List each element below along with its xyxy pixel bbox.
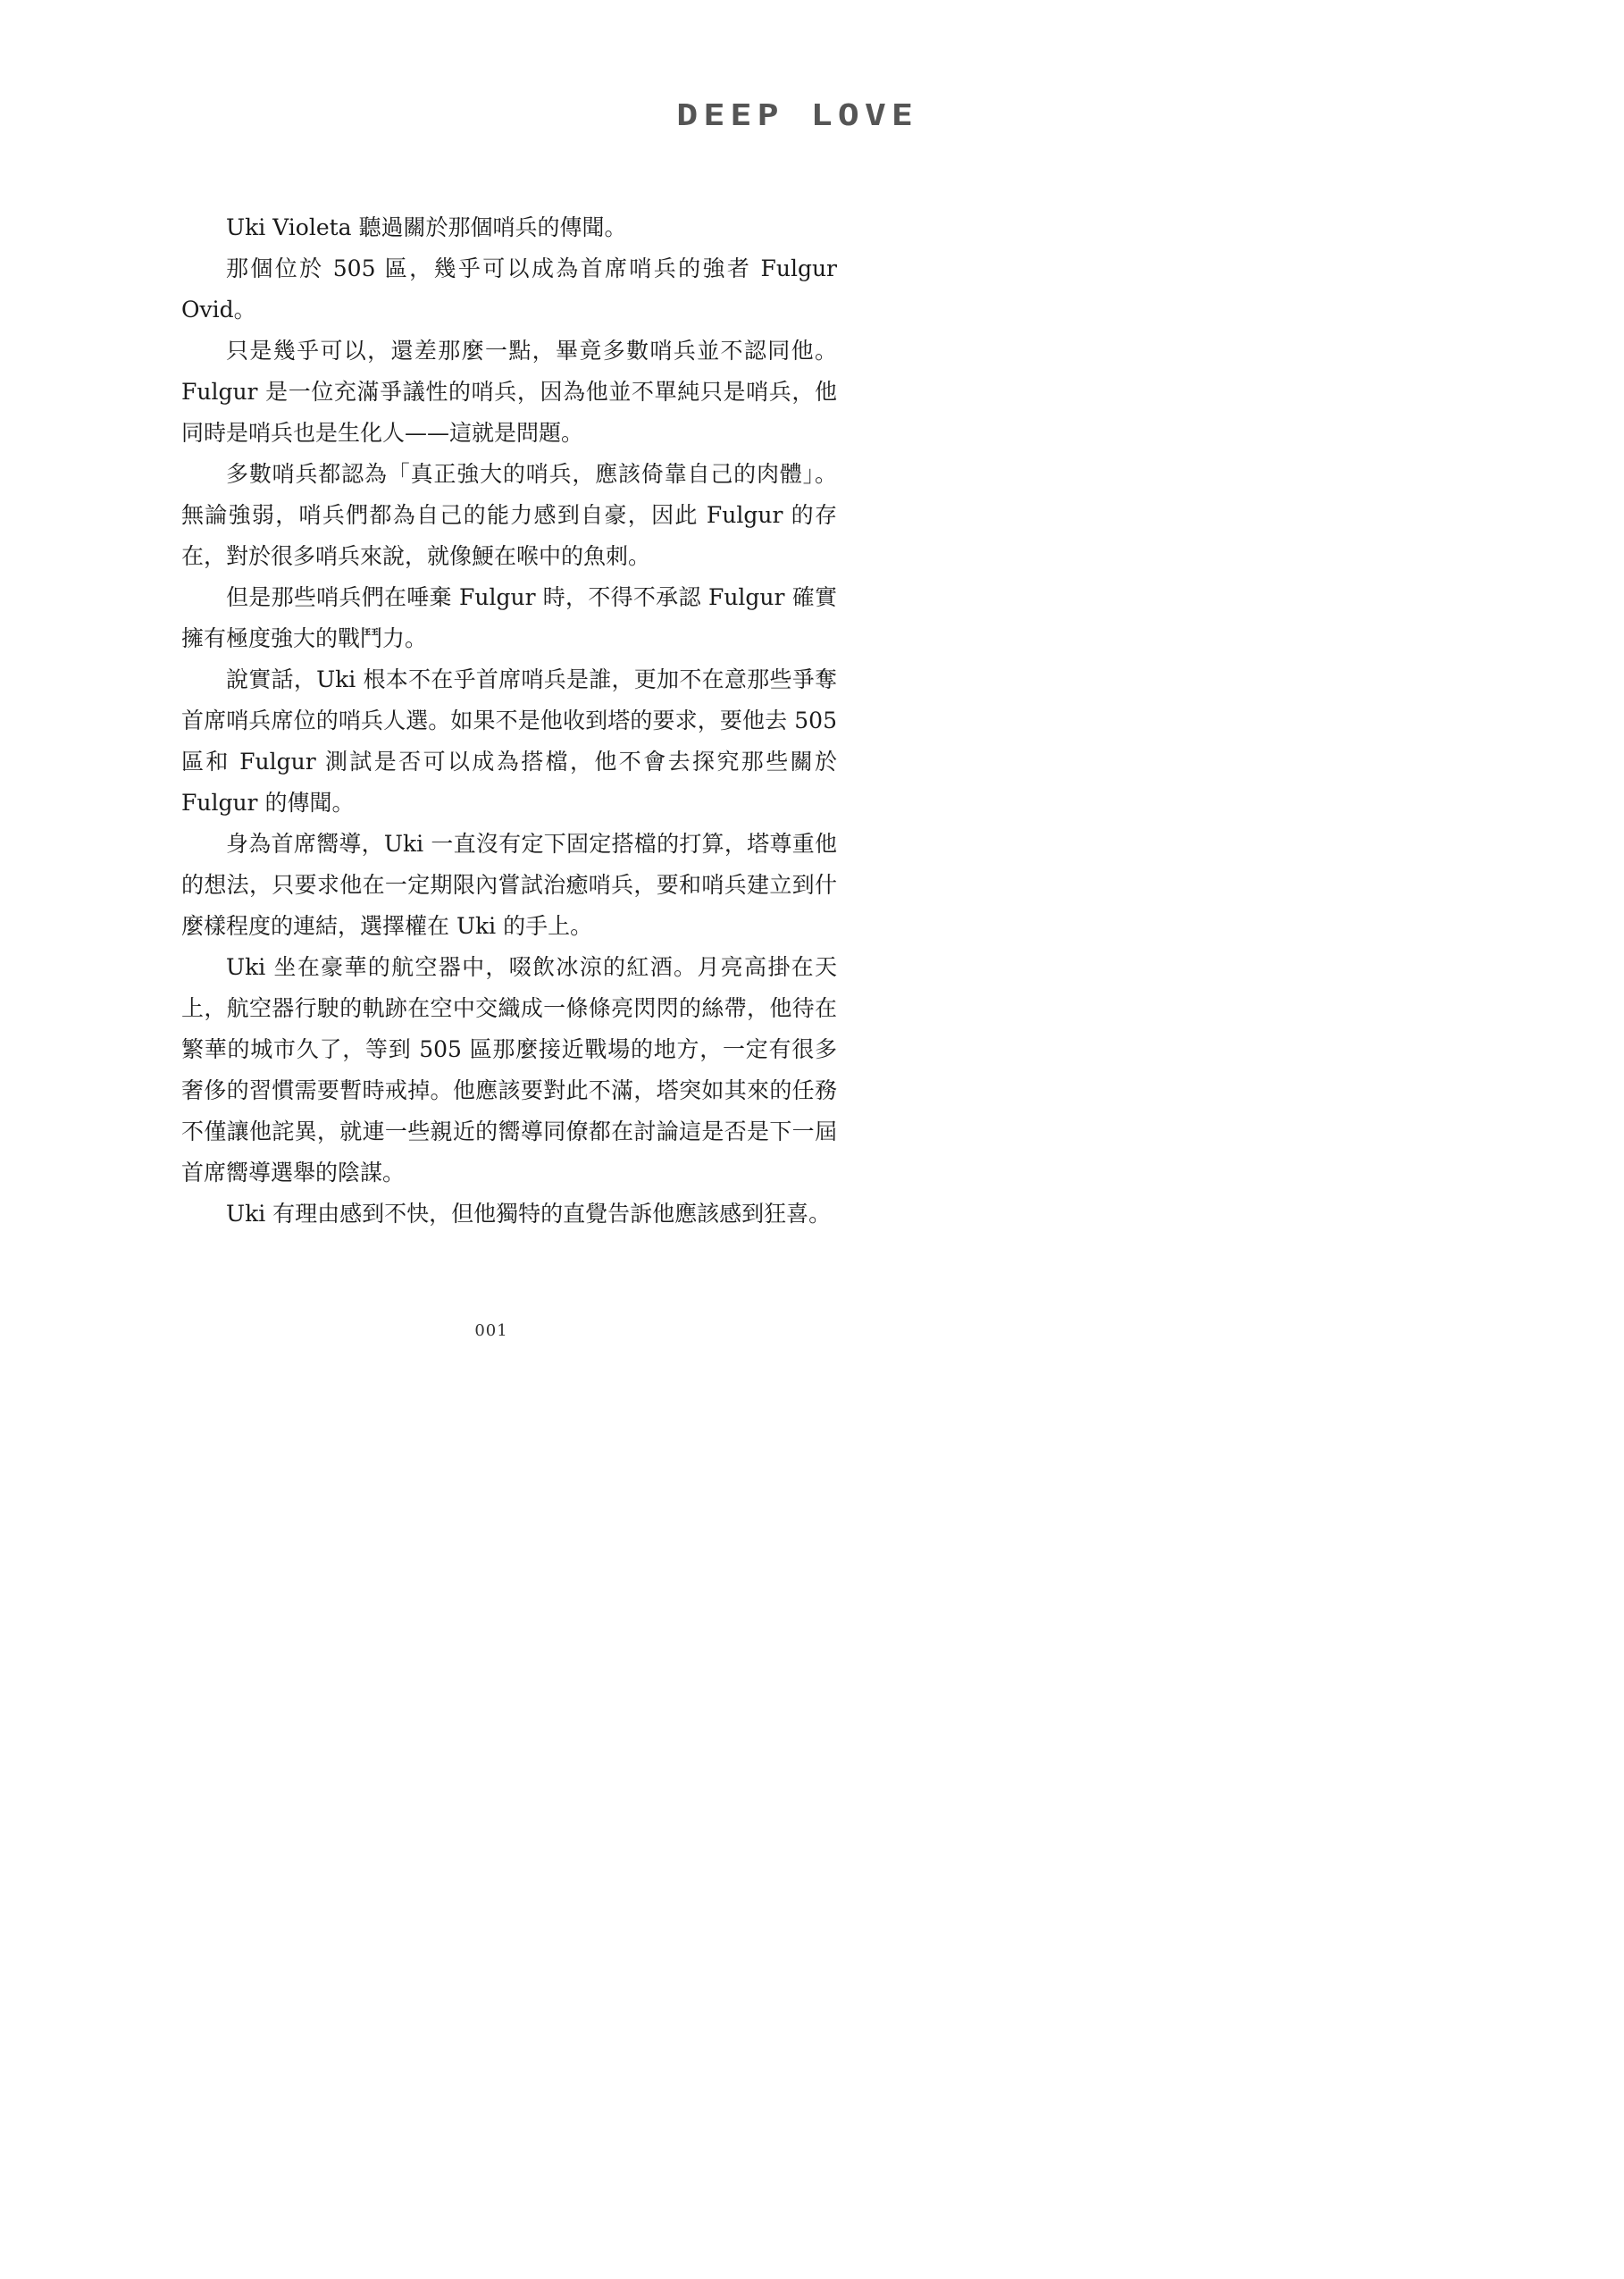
paragraph: 說實話，Uki 根本不在乎首席哨兵是誰，更加不在意那些爭奪首席哨兵席位的哨兵人選。如果不是他收到塔的要求，要他去 505 區和 Fulgur 測試是否可以成為搭檔，他不會去探究那些關於 Fulgur 的傳聞。	[181, 666, 837, 816]
paragraph: 但是那些哨兵們在唾棄 Fulgur 時，不得不承認 Fulgur 確實擁有極度強大的戰鬥力。	[181, 584, 837, 651]
paragraph: Uki Violeta 聽過關於那個哨兵的傳聞。	[226, 214, 627, 240]
paragraph: 多數哨兵都認為「真正強大的哨兵，應該倚靠自己的肉體」。無論強弱，哨兵們都為自己的能力感到自豪，因此 Fulgur 的存在，對於很多哨兵來說，就像鯁在喉中的魚刺。	[181, 461, 837, 569]
paragraph: 那個位於 505 區，幾乎可以成為首席哨兵的強者 Fulgur Ovid。	[181, 256, 837, 323]
body-text	[181, 207, 837, 1235]
paragraph: 身為首席嚮導，Uki 一直沒有定下固定搭檔的打算，塔尊重他的想法，只要求他在一定期限內嘗試治癒哨兵，要和哨兵建立到什麼樣程度的連結，選擇權在 Uki 的手上。	[181, 831, 837, 939]
page-number: 001	[474, 1321, 508, 1340]
running-header-title: DEEP LOVE	[676, 98, 918, 133]
paragraph: Uki 有理由感到不快，但他獨特的直覺告訴他應該感到狂喜。	[226, 1201, 832, 1227]
paragraph: 只是幾乎可以，還差那麼一點，畢竟多數哨兵並不認同他。Fulgur 是一位充滿爭議性的哨兵，因為他並不單純只是哨兵，他同時是哨兵也是生化人——這就是問題。	[181, 338, 837, 446]
paragraph: Uki 坐在豪華的航空器中，啜飲冰涼的紅酒。月亮高掛在天上，航空器行駛的軌跡在空中交織成一條條亮閃閃的絲帶，他待在繁華的城市久了，等到 505 區那麼接近戰場的地方，一定有很多奢侈的習慣需要暫時戒掉。他應該要對此不滿，塔突如其來的任務不僅讓他詫異，就連一些親近的嚮導同僚都在討論這是否是下一屆首席嚮導選舉的陰謀。	[181, 954, 837, 1186]
